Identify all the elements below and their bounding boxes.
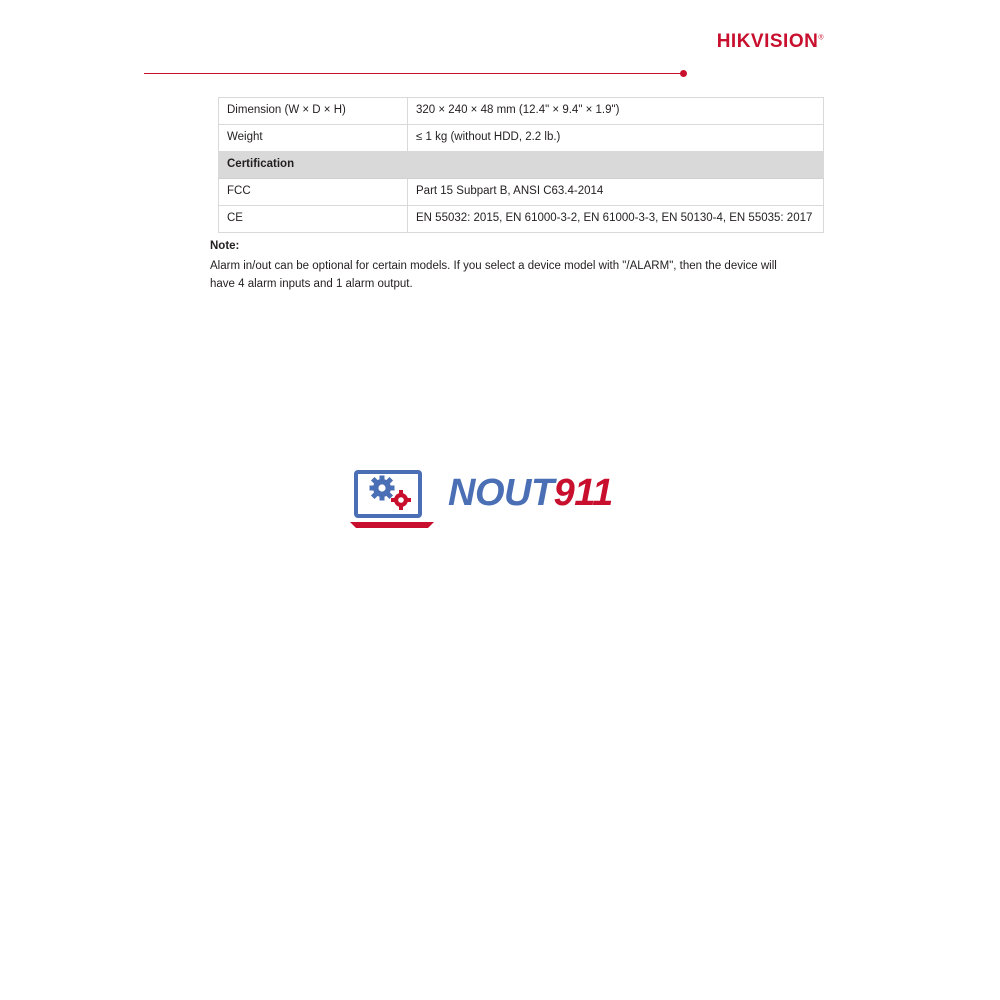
watermark-text-secondary: 911 — [553, 472, 613, 514]
section-header-label: Certification — [219, 151, 824, 178]
note-title: Note: — [210, 240, 240, 252]
spec-value: 320 × 240 × 48 mm (12.4" × 9.4" × 1.9") — [408, 98, 824, 125]
spec-value: Part 15 Subpart B, ANSI C63.4-2014 — [408, 178, 824, 205]
spec-label: Dimension (W × D × H) — [219, 98, 408, 125]
spec-value: ≤ 1 kg (without HDD, 2.2 lb.) — [408, 124, 824, 151]
table-section-row — [219, 151, 824, 178]
specifications-table — [218, 97, 824, 233]
header-divider-dot — [680, 70, 687, 77]
watermark-text — [448, 472, 613, 515]
logo-text-hik: HIK — [716, 31, 751, 52]
note-body: Alarm in/out can be optional for certain models. If you select a device model with "/ALARM", then the device will have 4 alarm inputs and 1 alarm output. — [210, 260, 777, 291]
laptop-gears-icon — [348, 470, 440, 532]
table-row — [219, 98, 824, 125]
table-row — [219, 178, 824, 205]
spec-value: EN 55032: 2015, EN 61000-3-2, EN 61000-3-3, EN 50130-4, EN 55035: 2017 — [408, 205, 824, 232]
spec-label: CE — [219, 205, 408, 232]
table-row — [219, 205, 824, 232]
spec-label: Weight — [219, 124, 408, 151]
watermark — [348, 468, 653, 536]
table-row — [219, 124, 824, 151]
page-header — [0, 0, 1000, 90]
logo-trademark: ® — [818, 34, 824, 42]
header-divider-line — [144, 73, 682, 74]
watermark-text-primary: NOUT — [448, 472, 554, 514]
spec-label: FCC — [219, 178, 408, 205]
logo-text-vision: VISION — [750, 31, 819, 52]
note-block — [210, 237, 800, 293]
hikvision-logo — [717, 31, 824, 53]
